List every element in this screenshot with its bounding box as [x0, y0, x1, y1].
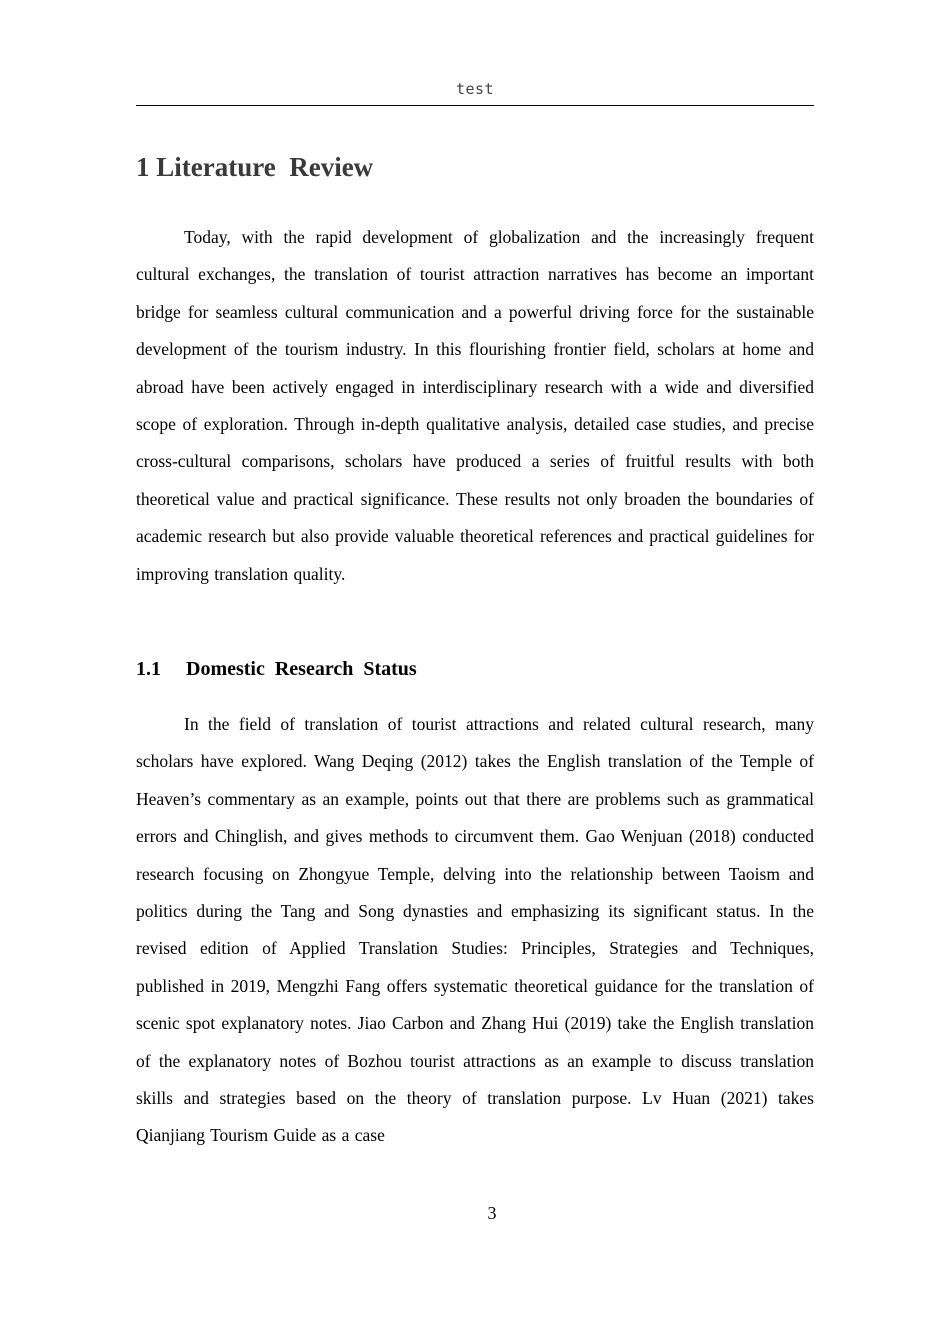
chapter-title: 1 Literature Review: [136, 152, 374, 182]
section-number: 1.1: [136, 658, 161, 680]
running-header: test: [455, 80, 495, 98]
header-rule: [136, 105, 814, 106]
intro-paragraph: Today, with the rapid development of globalization and the increasingly frequent cultural exchanges, the translation of tourist attraction narratives has become an important bridge for seamless cultural communication and a powerful driving force for the sustainable development of the tourism industry. In this flourishing frontier field, scholars at home and abroad have been actively engaged in interdisciplinary research with a wide and diversified scope of exploration. Through in-depth qualitative analysis, detailed case studies, and precise cross-cultural comparisons, scholars have produced a series of fruitful results with both theoretical value and practical significance. These results not only broaden the boundaries of academic research but also provide valuable theoretical references and practical guidelines for improving translation quality.: [136, 227, 814, 584]
domestic-research-paragraph: In the field of translation of tourist attractions and related cultural research, many scholars have explored. Wang Deqing (2012) takes the English translation of the Temple of Heaven’s commentary as an example, points out that there are problems such as grammatical errors and Chinglish, and gives methods to circumvent them. Gao Wenjuan (2018) conducted research focusing on Zhongyue Temple, delving into the relationship between Taoism and politics during the Tang and Song dynasties and emphasizing its significant status. In the revised edition of Applied Translation Studies: Principles, Strategies and Techniques, published in 2019, Mengzhi Fang offers systematic theoretical guidance for the translation of scenic spot explanatory notes. Jiao Carbon and Zhang Hui (2019) take the English translation of the explanatory notes of Bozhou tourist attractions as an example to discuss translation skills and strategies based on the theory of translation purpose. Lv Huan (2021) takes Qianjiang Tourism Guide as a case: [136, 714, 814, 1146]
section-title: Domestic Research Status: [186, 658, 417, 680]
section-heading: [136, 658, 417, 681]
page-number: 3: [487, 1203, 497, 1223]
